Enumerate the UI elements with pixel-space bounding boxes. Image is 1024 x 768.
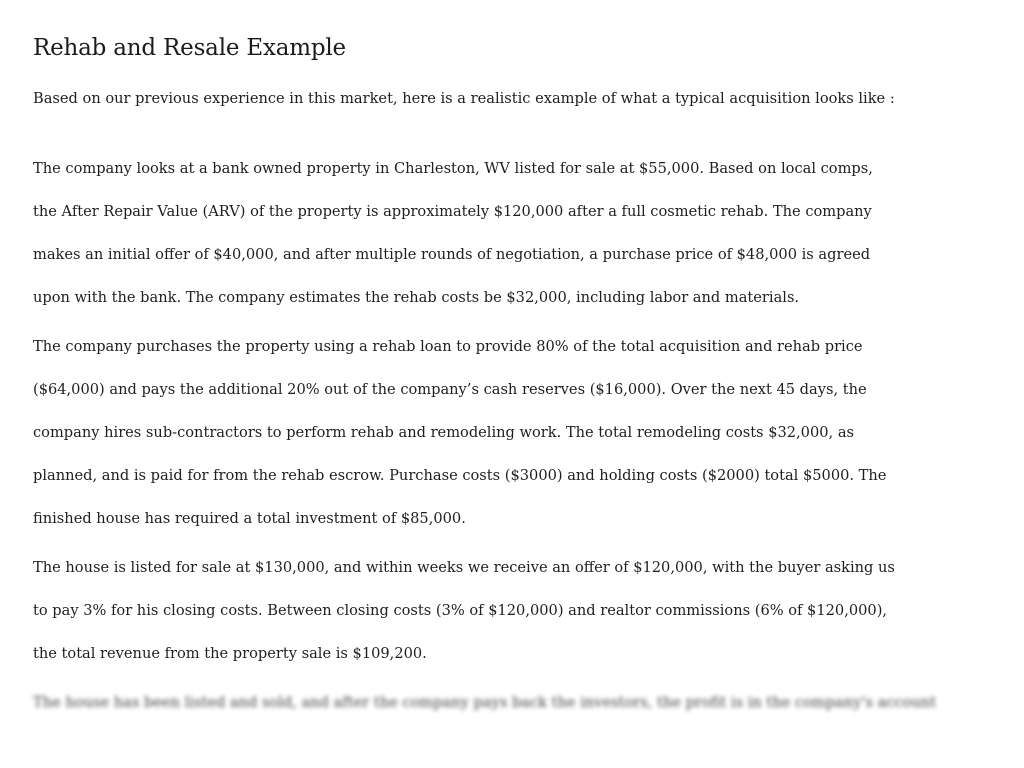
paragraph-line: The company looks at a bank owned property in Charleston, WV listed for sale at $55,000. Based on local comps,	[33, 160, 873, 177]
document-page	[33, 30, 993, 714]
paragraph-line: the After Repair Value (ARV) of the property is approximately $120,000 after a full cosmetic rehab. The company	[33, 203, 872, 220]
document-title: Rehab and Resale Example	[33, 35, 346, 61]
paragraph-line: finished house has required a total investment of $85,000.	[33, 510, 466, 527]
paragraph-financing	[33, 336, 993, 530]
paragraph-line: to pay 3% for his closing costs. Between closing costs (3% of $120,000) and realtor commissions (6% of $120,000),	[33, 602, 888, 619]
paragraph-line: ($64,000) and pays the additional 20% out of the company’s cash reserves ($16,000). Over the next 45 days, the	[33, 381, 867, 398]
paragraph-line: the total revenue from the property sale is $109,200.	[33, 645, 427, 662]
paragraph-line: upon with the bank. The company estimates the rehab costs be $32,000, including labor and materials.	[33, 289, 800, 306]
paragraph-purchase	[33, 158, 993, 309]
paragraph-line: The company purchases the property using a rehab loan to provide 80% of the total acquisition and rehab price	[33, 338, 863, 355]
paragraph-line: planned, and is paid for from the rehab escrow. Purchase costs ($3000) and holding costs ($2000) total $5000. The	[33, 467, 887, 484]
paragraph-line: The house has been listed and sold, and after the company pays back the investors, the profit is in the company's account	[33, 694, 937, 711]
paragraph-cutoff	[33, 692, 993, 714]
paragraph-line: company hires sub-contractors to perform rehab and remodeling work. The total remodeling costs $32,000, as	[33, 424, 855, 441]
paragraph-line: The house is listed for sale at $130,000, and within weeks we receive an offer of $120,000, with the buyer asking us	[33, 559, 895, 576]
paragraph-sale	[33, 557, 993, 665]
intro-paragraph: Based on our previous experience in this market, here is a realistic example of what a typical acquisition looks like :	[33, 90, 895, 107]
paragraph-line: makes an initial offer of $40,000, and after multiple rounds of negotiation, a purchase price of $48,000 is agreed	[33, 246, 871, 263]
